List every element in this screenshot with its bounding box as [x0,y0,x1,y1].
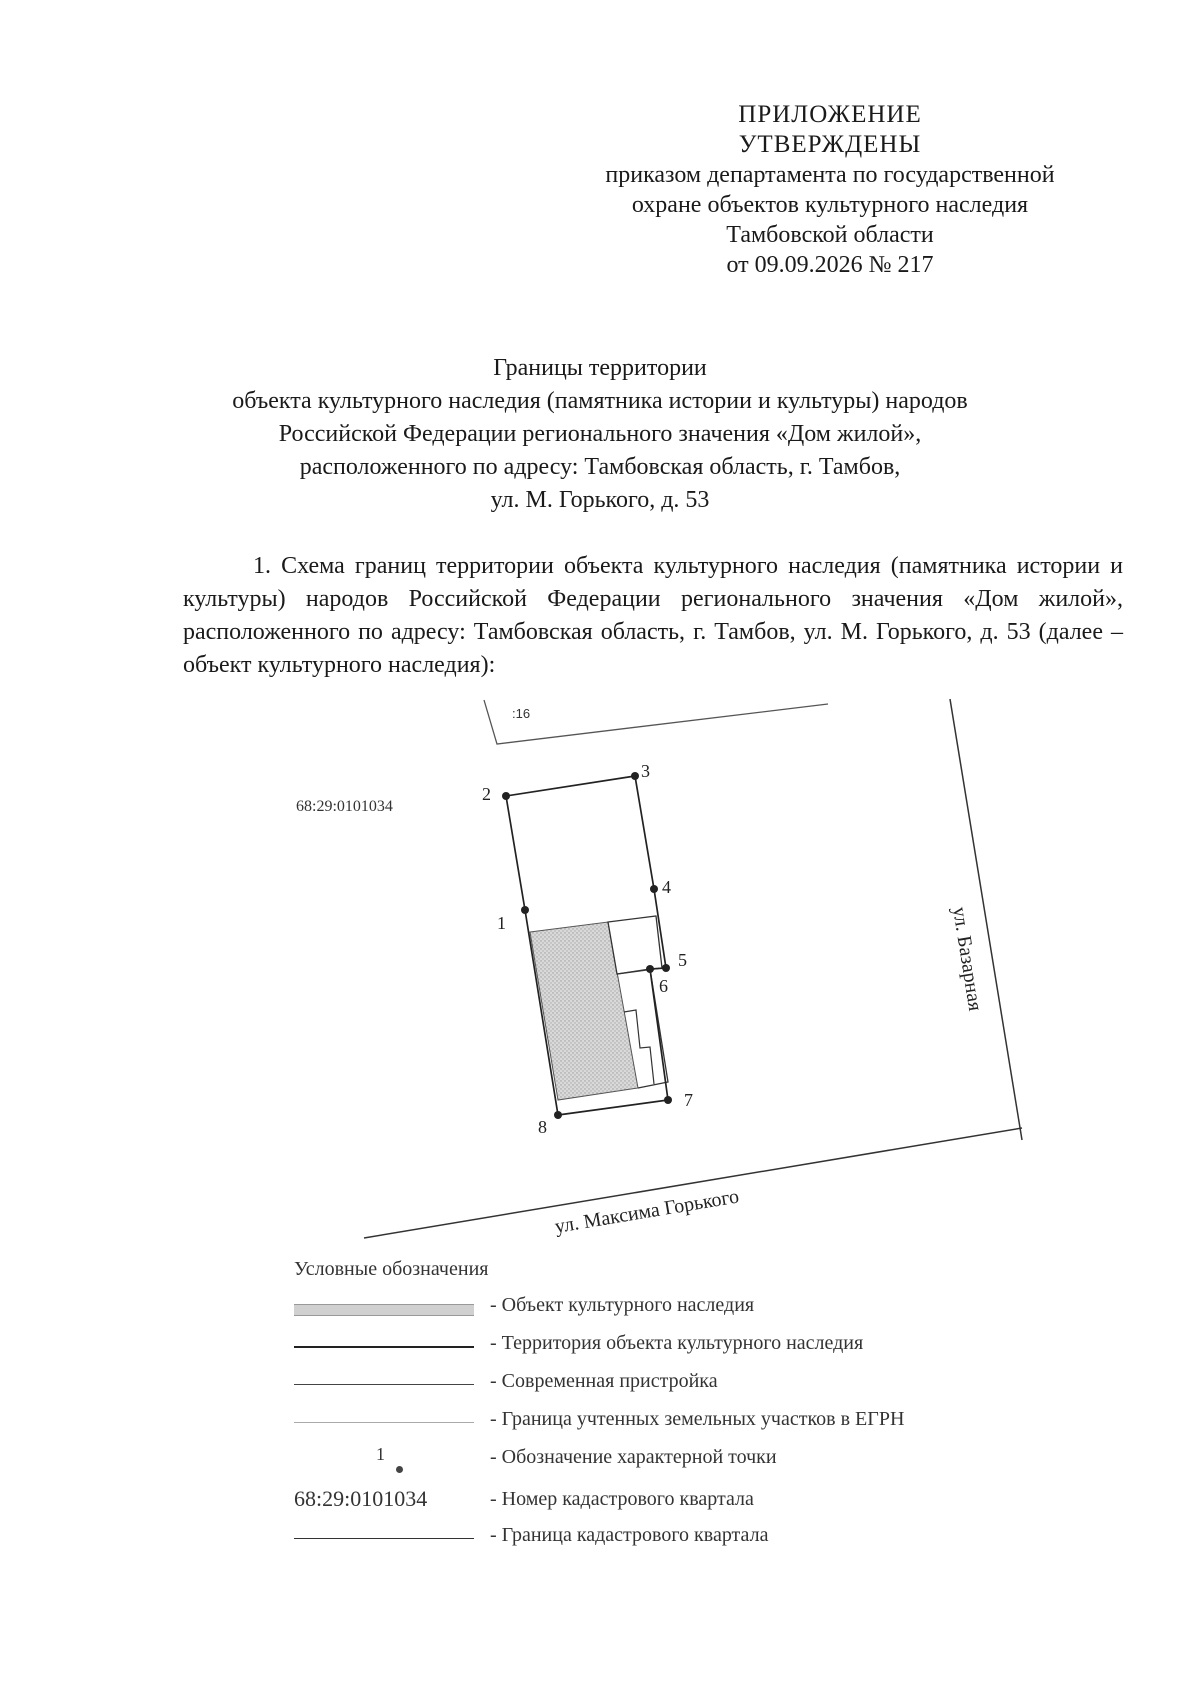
legend-item-characteristic-point [294,1446,1194,1476]
scheme-paragraph: 1. Схема границ территории объекта культурного наследия (памятника истории и культуры) народов Российской Федерации регионального значения «Дом жилой», расположенного по адресу: Тамбовская область, г. Тамбов, ул. М. Горького, д. 53 (далее – объект культурного наследия): [183,553,1123,678]
point-marker-5 [662,964,670,972]
point-marker-4 [650,885,658,893]
modern-annex [608,916,662,974]
point-marker-3 [631,772,639,780]
point-label-8: 8 [538,1117,547,1137]
legend-sample-hatched [294,1304,474,1316]
point-label-4: 4 [662,877,671,897]
legend-title: Условные обозначения [294,1258,489,1280]
legend-text: - Территория объекта культурного наследия [490,1332,864,1354]
approval-order-line: приказом департамента по государственной [605,162,1055,188]
legend-item-territory [294,1332,1194,1362]
legend-text: - Граница кадастрового квартала [490,1524,769,1546]
legend-text: - Граница учтенных земельных участков в ЕГРН [490,1408,905,1430]
approval-region-line: Тамбовской области [726,222,934,248]
point-label-2: 2 [482,784,491,804]
legend-sample-quarter-line [294,1538,474,1539]
legend-sample-egrn-line [294,1422,474,1423]
legend-sample-annex-line [294,1384,474,1385]
point-label-5: 5 [678,950,687,970]
legend-sample-point-number: 1 [376,1444,385,1464]
legend-item-quarter-number [294,1488,1194,1518]
neighbor-parcel-label: :16 [512,706,531,721]
title-line-2: объекта культурного наследия (памятника истории и культуры) народов [232,388,968,414]
legend-text: - Современная пристройка [490,1370,718,1392]
approved-heading: УТВЕРЖДЕНЫ [738,131,922,158]
point-marker-6 [646,965,654,973]
legend-sample-territory-line [294,1346,474,1348]
legend-text: - Обозначение характерной точки [490,1446,777,1468]
point-label-7: 7 [684,1090,693,1110]
legend-item-modern-annex [294,1370,1194,1400]
neighbor-parcel-boundary [484,700,828,744]
appendix-heading: ПРИЛОЖЕНИЕ [738,101,922,128]
cadastral-quarter-label: 68:29:0101034 [296,798,393,815]
point-label-1: 1 [497,913,506,933]
legend-item-egrn-boundary [294,1408,1194,1438]
legend-sample-point-dot [396,1466,403,1473]
title-line-3: Российской Федерации регионального значения «Дом жилой», [278,421,922,447]
legend-text: - Номер кадастрового квартала [490,1488,754,1510]
approval-department-line: охране объектов культурного наследия [631,192,1029,218]
cadastral-quarter-boundary-bottom [364,1128,1022,1238]
title-line-5: ул. М. Горького, д. 53 [490,487,710,513]
legend [294,1294,1194,1594]
point-marker-2 [502,792,510,800]
legend-item-heritage-object [294,1294,1194,1324]
legend-sample-quarter-number: 68:29:0101034 [294,1486,428,1511]
point-marker-1 [521,906,529,914]
street-label-gorkogo: ул. Максима Горького [553,1185,741,1238]
legend-text: - Объект культурного наследия [490,1294,755,1316]
point-label-3: 3 [641,761,650,781]
title-line-4: расположенного по адресу: Тамбовская область, г. Тамбов, [299,454,901,480]
legend-item-quarter-boundary [294,1524,1194,1554]
point-marker-7 [664,1096,672,1104]
point-marker-8 [554,1111,562,1119]
title-line-1: Границы территории [493,355,707,381]
approval-date-line: от 09.09.2026 № 217 [726,252,934,278]
street-label-bazarnaya: ул. Базарная [948,905,987,1013]
point-label-6: 6 [659,976,668,996]
